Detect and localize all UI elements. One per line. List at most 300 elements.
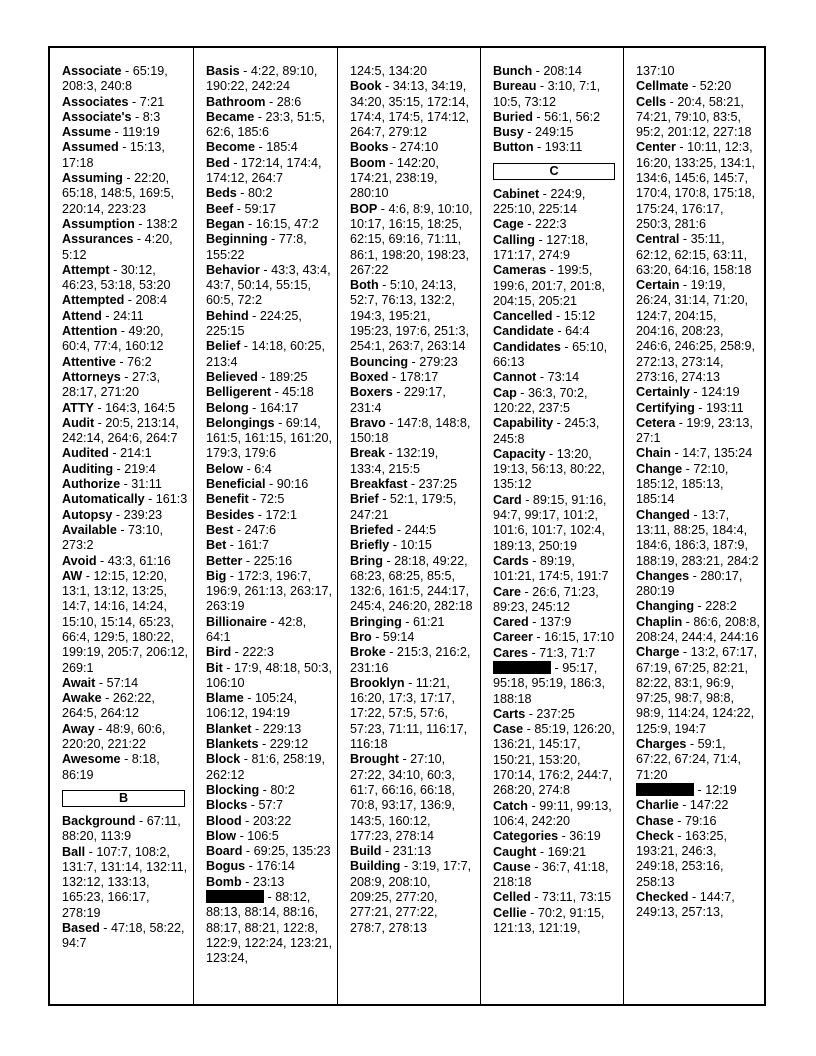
- index-entry: Belief - 14:18, 60:25, 213:4: [206, 339, 326, 369]
- page-line-references: 80:2: [248, 186, 273, 201]
- index-entry: Checked - 144:7, 249:13, 257:13,: [636, 890, 735, 920]
- index-term: Attorneys: [62, 369, 121, 384]
- index-term: Blocking: [206, 782, 260, 797]
- index-term: Available: [62, 522, 117, 537]
- redaction-bar: [493, 661, 551, 674]
- index-term: Block: [206, 752, 241, 767]
- index-entry: Beneficial - 90:16: [206, 477, 309, 492]
- index-entry: Chain - 14:7, 135:24: [636, 446, 753, 461]
- page-line-references: 222:3: [242, 645, 274, 660]
- index-term: Ball: [62, 844, 86, 859]
- index-column-4: [481, 48, 624, 1004]
- page-line-references: 45:18: [282, 385, 314, 400]
- page-line-references: 24:11: [113, 308, 144, 323]
- page-line-references: 17:9, 48:18, 50:3, 106:10: [206, 660, 333, 690]
- page-line-references: 4:22, 89:10, 190:22, 242:24: [206, 64, 318, 94]
- index-term: Belligerent: [206, 385, 272, 400]
- index-entry: - 12:19: [636, 783, 760, 798]
- page-line-references: 245:3, 245:8: [493, 416, 600, 446]
- page-line-references: 119:19: [122, 125, 160, 140]
- page-line-references: 203:22: [252, 813, 292, 828]
- page-line-references: 229:17, 231:4: [350, 385, 446, 415]
- page-line-references: 247:6: [244, 522, 277, 537]
- page-line-references: 176:14: [256, 859, 295, 874]
- page-line-references: 105:24, 106:12, 194:19: [206, 691, 298, 721]
- index-term: Cancelled: [493, 309, 553, 324]
- index-entry: Await - 57:14: [62, 675, 139, 690]
- index-entry: Billionaire - 42:8, 64:1: [206, 614, 307, 644]
- index-term: Cards: [493, 553, 529, 568]
- index-term: Besides: [206, 507, 255, 522]
- index-entry: Chaplin - 86:6, 208:8, 208:24, 244:4, 244:16: [636, 614, 760, 644]
- page-line-references: 106:5: [247, 828, 279, 843]
- index-entry: Available - 73:10, 273:2: [62, 522, 164, 553]
- page-line-references: 48:9, 60:6, 220:20, 221:22: [62, 721, 166, 752]
- page-line-references: 31:11: [131, 477, 162, 492]
- index-entry: Building - 3:19, 17:7, 208:9, 208:10, 209:25, 277:20, 277:21, 277:22, 278:7, 278:13: [350, 859, 472, 935]
- index-entry: Brought - 27:10, 27:22, 34:10, 60:3, 61:7, 66:16, 66:18, 70:8, 93:17, 136:9, 143:5, 160:12, 177:23, 278:14: [350, 752, 456, 843]
- index-entry: Celled - 73:11, 73:15: [493, 890, 612, 905]
- index-entry: Belong - 164:17: [206, 400, 299, 415]
- page-line-references: 228:2: [705, 599, 737, 614]
- page-line-references: 279:23: [419, 354, 458, 369]
- page-line-references: 13:20, 19:13, 56:13, 80:22, 135:12: [493, 446, 606, 492]
- page-line-references: 22:20, 65:18, 148:5, 169:5, 220:14, 223:23: [62, 171, 175, 216]
- index-entry: Began - 16:15, 47:2: [206, 216, 319, 231]
- index-entry: Bringing - 61:21: [350, 614, 445, 629]
- index-entry: Audit - 20:5, 213:14, 242:14, 264:6, 264:7: [62, 415, 179, 446]
- index-term: Check: [636, 828, 674, 843]
- index-term: Change: [636, 461, 683, 476]
- index-term: Button: [493, 140, 534, 155]
- index-entry: Beds - 80:2: [206, 186, 273, 201]
- page-line-references: 72:5: [259, 492, 285, 507]
- index-entry: Cancelled - 15:12: [493, 309, 596, 324]
- page-line-references: 99:11, 99:13, 106:4, 242:20: [493, 798, 612, 828]
- index-term: Awesome: [62, 752, 121, 767]
- index-term: Cells: [636, 94, 667, 109]
- index-entry: Brooklyn - 11:21, 16:20, 17:3, 17:17, 17:22, 57:5, 57:6, 57:23, 71:11, 116:17, 116:18: [350, 675, 468, 752]
- index-page-frame: [48, 46, 766, 1006]
- index-entry: Change - 72:10, 185:12, 185:13, 185:14: [636, 461, 729, 507]
- page-line-references: 237:25: [536, 706, 575, 721]
- index-entry: [350, 64, 476, 79]
- index-entry: Cause - 36:7, 41:18, 218:18: [493, 859, 609, 890]
- index-entry: Boom - 142:20, 174:21, 238:19, 280:10: [350, 155, 439, 201]
- index-term: Celled: [493, 890, 531, 905]
- page-line-references: 280:17, 280:19: [636, 568, 743, 599]
- index-term: Background: [62, 813, 136, 828]
- index-term: Beneficial: [206, 477, 266, 492]
- index-term: Avoid: [62, 553, 97, 568]
- index-term: Case: [493, 722, 524, 737]
- page-line-references: 14:7, 135:24: [682, 446, 753, 461]
- page-line-references: 69:25, 135:23: [253, 844, 331, 859]
- index-term: Bogus: [206, 859, 246, 874]
- index-term: Belong: [206, 400, 249, 415]
- index-term: Became: [206, 109, 255, 124]
- page-line-references: 15:13, 17:18: [62, 140, 165, 170]
- index-term: ATTY: [62, 400, 94, 415]
- page-line-references: 20:4, 58:21, 74:21, 79:10, 83:5, 95:2, 201:12, 227:18: [636, 94, 752, 140]
- page-line-references: 20:5, 213:14, 242:14, 264:6, 264:7: [62, 415, 179, 446]
- index-term: Catch: [493, 798, 528, 813]
- index-entry: Below - 6:4: [206, 461, 272, 476]
- index-entry: Cares - 71:3, 71:7: [493, 645, 596, 660]
- index-term: Bit: [206, 660, 223, 675]
- page-line-references: 59:14: [382, 629, 415, 644]
- page-line-references: 3:19, 17:7, 208:9, 208:10, 209:25, 277:20, 277:21, 277:22, 278:7, 278:13: [350, 859, 472, 935]
- index-entry: Changes - 280:17, 280:19: [636, 568, 743, 599]
- index-entry: Best - 247:6: [206, 522, 277, 537]
- index-term: Certainly: [636, 385, 690, 400]
- page-line-references: 164:3, 164:5: [105, 400, 176, 415]
- index-entry: Card - 89:15, 91:16, 94:7, 99:17, 101:2, 101:6, 101:7, 102:4, 189:13, 250:19: [493, 492, 607, 553]
- index-term: Bird: [206, 645, 232, 660]
- index-term: Breakfast: [350, 477, 408, 492]
- index-entry: Certainly - 124:19: [636, 385, 740, 400]
- index-entry: Beginning - 77:8, 155:22: [206, 232, 307, 262]
- index-term: Beginning: [206, 232, 268, 247]
- index-entry: Attend - 24:11: [62, 308, 144, 323]
- index-term: Briefed: [350, 522, 394, 537]
- index-term: Changing: [636, 599, 695, 614]
- index-term: Charlie: [636, 798, 679, 813]
- page-line-references: 23:13: [252, 874, 285, 889]
- page-line-references: 79:16: [685, 813, 717, 828]
- page-line-references: 89:15, 91:16, 94:7, 99:17, 101:2, 101:6, 101:7, 102:4, 189:13, 250:19: [493, 492, 607, 553]
- index-entry: Bed - 172:14, 174:4, 174:12, 264:7: [206, 155, 322, 186]
- page-line-references: 193:11: [544, 140, 583, 155]
- index-entry: Candidate - 64:4: [493, 324, 590, 339]
- index-term: Become: [206, 140, 255, 155]
- page-line-references: 8:18, 86:19: [62, 752, 160, 782]
- index-entry: Bogus - 176:14: [206, 859, 295, 874]
- index-term: Chaplin: [636, 614, 683, 629]
- index-term: Candidate: [493, 324, 554, 339]
- index-term: Card: [493, 492, 522, 507]
- index-term: Cage: [493, 217, 524, 232]
- index-term: Behavior: [206, 262, 260, 277]
- index-term: Attention: [62, 324, 118, 339]
- page-line-references: 77:8, 155:22: [206, 232, 307, 262]
- page-line-references: 57:7: [258, 798, 284, 813]
- index-term: Busy: [493, 125, 524, 140]
- index-entry: Attorneys - 27:3, 28:17, 271:20: [62, 369, 160, 400]
- index-entry: Attention - 49:20, 60:4, 77:4, 160:12: [62, 324, 164, 354]
- page-line-references: 80:2: [270, 782, 295, 797]
- index-entry: Assumption - 138:2: [62, 216, 178, 231]
- page-line-references: 72:10, 185:12, 185:13, 185:14: [636, 461, 729, 507]
- page-line-references: 124:19: [701, 385, 740, 400]
- index-entry: Board - 69:25, 135:23: [206, 844, 331, 859]
- index-term: Checked: [636, 890, 689, 905]
- page-line-references: 13:7, 13:11, 88:25, 184:4, 184:6, 186:3, 187:9, 188:19, 283:21, 284:2: [636, 507, 759, 568]
- page-line-references: 59:1, 67:22, 67:24, 71:4, 71:20: [636, 737, 742, 782]
- index-entry: Beef - 59:17: [206, 201, 277, 216]
- index-entry: Charges - 59:1, 67:22, 67:24, 71:4, 71:20: [636, 737, 742, 782]
- page-line-references: 215:3, 216:2, 231:16: [350, 645, 471, 675]
- page-line-references: 229:13: [262, 721, 302, 736]
- index-term: Boxers: [350, 385, 393, 400]
- index-term: Beef: [206, 201, 234, 216]
- index-term: Big: [206, 568, 227, 583]
- page-line-references: 59:17: [244, 201, 277, 216]
- index-entry: Awake - 262:22, 264:5, 264:12: [62, 691, 155, 721]
- page-line-references: 193:11: [705, 400, 744, 415]
- index-term: Better: [206, 553, 243, 568]
- index-term: Blame: [206, 691, 244, 706]
- index-term: Chase: [636, 813, 674, 828]
- page-line-references: 144:7, 249:13, 257:13,: [636, 890, 735, 920]
- index-term: Bringing: [350, 614, 402, 629]
- page-line-references: 132:19, 133:4, 215:5: [350, 446, 439, 476]
- index-term: Automatically: [62, 492, 145, 507]
- page-line-references: 76:2: [127, 354, 152, 369]
- redaction-bar: [636, 783, 694, 796]
- index-column-5: [624, 48, 764, 1004]
- index-entry: Cage - 222:3: [493, 217, 567, 232]
- index-entry: Auditing - 219:4: [62, 461, 156, 476]
- page-line-references: 30:12, 46:23, 53:18, 53:20: [62, 262, 171, 293]
- page-line-references: 229:12: [269, 737, 309, 752]
- page-line-references: 56:1, 56:2: [544, 109, 601, 124]
- page-line-references: 69:14, 161:5, 161:15, 161:20, 179:3, 179:6: [206, 415, 333, 461]
- page-line-references: 34:13, 34:19, 34:20, 35:15, 172:14, 174:4, 174:5, 174:12, 264:7, 279:12: [350, 79, 470, 140]
- index-term: Bouncing: [350, 354, 409, 369]
- index-term: Categories: [493, 829, 559, 844]
- index-entry: Book - 34:13, 34:19, 34:20, 35:15, 172:14, 174:4, 174:5, 174:12, 264:7, 279:12: [350, 79, 470, 140]
- index-entry: Assume - 119:19: [62, 125, 160, 140]
- page-line-references: 161:7: [237, 538, 270, 553]
- page-line-references: 67:11, 88:20, 113:9: [62, 813, 181, 844]
- index-entry: Cameras - 199:5, 199:6, 201:7, 201:8, 204:15, 205:21: [493, 263, 606, 308]
- index-term: Books: [350, 140, 389, 155]
- index-term: Care: [493, 584, 522, 599]
- index-term: Blood: [206, 813, 242, 828]
- page-line-references: 52:20: [699, 79, 732, 94]
- page-line-references: 237:25: [418, 477, 458, 492]
- index-term: Carts: [493, 706, 526, 721]
- index-entry: Behind - 224:25, 225:15: [206, 308, 302, 339]
- page-line-references: 224:9, 225:10, 225:14: [493, 186, 586, 217]
- index-term: Center: [636, 140, 676, 155]
- index-entry: Case - 85:19, 126:20, 136:21, 145:17, 150:21, 153:20, 170:14, 176:2, 244:7, 268:20, 274:8: [493, 722, 615, 798]
- index-term: Audit: [62, 415, 95, 430]
- index-entry: Became - 23:3, 51:5, 62:6, 185:6: [206, 109, 326, 140]
- page-line-references: 239:23: [123, 507, 163, 522]
- index-entry: Blood - 203:22: [206, 813, 292, 828]
- index-entry: Bomb - 23:13: [206, 874, 285, 889]
- index-term: Brought: [350, 752, 399, 767]
- page-line-references: 16:15, 47:2: [255, 216, 319, 231]
- index-entry: Assuming - 22:20, 65:18, 148:5, 169:5, 220:14, 223:23: [62, 171, 175, 216]
- index-entry: Changed - 13:7, 13:11, 88:25, 184:4, 184:6, 186:3, 187:9, 188:19, 283:21, 284:2: [636, 507, 759, 568]
- index-term: Break: [350, 446, 386, 461]
- index-term: Away: [62, 721, 95, 736]
- index-entry: Bet - 161:7: [206, 538, 270, 553]
- page-line-references: 73:10, 273:2: [62, 522, 164, 553]
- page-line-references: 27:3, 28:17, 271:20: [62, 369, 160, 400]
- index-entry: Audited - 214:1: [62, 446, 152, 461]
- index-term: Authorize: [62, 477, 121, 492]
- page-line-references: 89:19, 101:21, 174:5, 191:7: [493, 553, 609, 584]
- page-line-references: 12:19: [705, 782, 737, 797]
- index-entry: Behavior - 43:3, 43:4, 43:7, 50:14, 55:15, 60:5, 72:2: [206, 262, 331, 308]
- index-entry: Background - 67:11, 88:20, 113:9: [62, 813, 181, 844]
- index-term: Charge: [636, 645, 680, 660]
- page-line-references: 28:6: [276, 94, 302, 109]
- index-entry: Boxed - 178:17: [350, 369, 439, 384]
- index-entry: Cabinet - 224:9, 225:10, 225:14: [493, 186, 586, 217]
- page-line-references: 73:14: [547, 370, 580, 385]
- index-entry: Cared - 137:9: [493, 615, 572, 630]
- index-term: Brief: [350, 492, 379, 507]
- page-line-references: 52:1, 179:5, 247:21: [350, 492, 457, 522]
- index-entry: Certifying - 193:11: [636, 400, 744, 415]
- page-line-references: 199:5, 199:6, 201:7, 201:8, 204:15, 205:21: [493, 263, 606, 308]
- index-entry: Broke - 215:3, 216:2, 231:16: [350, 645, 471, 675]
- index-term: Both: [350, 278, 379, 293]
- page-line-references: 86:6, 208:8, 208:24, 244:4, 244:16: [636, 614, 760, 644]
- index-term: Assuming: [62, 171, 123, 186]
- index-term: Cetera: [636, 415, 676, 430]
- index-term: Bed: [206, 155, 230, 170]
- page-line-references: 7:21: [139, 94, 165, 109]
- index-term: Cellmate: [636, 79, 689, 94]
- page-line-references: 65:10, 66:13: [493, 339, 608, 370]
- page-line-references: 57:14: [106, 675, 139, 690]
- index-entry: Button - 193:11: [493, 140, 583, 155]
- index-term: Belief: [206, 339, 241, 354]
- page-line-references: 161:3: [155, 492, 188, 507]
- index-term: AW: [62, 568, 83, 583]
- entry-continuation: 124:5, 134:20: [350, 64, 428, 78]
- index-term: Attempt: [62, 262, 110, 277]
- index-term: Changed: [636, 507, 690, 522]
- index-term: Began: [206, 216, 245, 231]
- index-entry: Briefed - 244:5: [350, 522, 437, 537]
- index-entry: Central - 35:11, 62:12, 62:15, 63:11, 63:20, 64:16, 158:18: [636, 232, 752, 277]
- index-entry: Assumed - 15:13, 17:18: [62, 140, 165, 170]
- index-entry: Charge - 13:2, 67:17, 67:19, 67:25, 82:21, 82:22, 83:1, 96:9, 97:25, 98:7, 98:8, 98:9, 114:24, 124:22, 125:9, 194:7: [636, 645, 758, 736]
- index-term: Attempted: [62, 293, 125, 308]
- index-term: Blanket: [206, 721, 252, 736]
- index-term: Build: [350, 844, 382, 859]
- index-entry: Care - 26:6, 71:23, 89:23, 245:12: [493, 584, 599, 614]
- index-term: Board: [206, 844, 243, 859]
- page-line-references: 19:19, 26:24, 31:14, 71:20, 124:7, 204:15, 204:16, 208:23, 246:6, 246:25, 258:9, 272:13, 273:14, 273:16, 274:13: [636, 278, 756, 384]
- page-line-references: 6:4: [254, 461, 272, 476]
- index-term: Certain: [636, 278, 680, 293]
- index-term: Based: [62, 921, 100, 936]
- index-entry: Blocking - 80:2: [206, 782, 295, 797]
- index-term: Cabinet: [493, 186, 540, 201]
- index-term: BOP: [350, 201, 378, 216]
- index-term: Building: [350, 859, 401, 874]
- index-entry: Bit - 17:9, 48:18, 50:3, 106:10: [206, 660, 333, 690]
- index-entry: Both - 5:10, 24:13, 52:7, 76:13, 132:2, 194:3, 195:21, 195:23, 197:6, 251:3, 254:1, 263:7, 263:14: [350, 278, 470, 354]
- index-entry: Catch - 99:11, 99:13, 106:4, 242:20: [493, 798, 612, 828]
- index-entry: ATTY - 164:3, 164:5: [62, 400, 176, 415]
- index-entry: Associate's - 8:3: [62, 109, 161, 124]
- index-entry: Bouncing - 279:23: [350, 354, 458, 369]
- index-entry: Busy - 249:15: [493, 125, 574, 140]
- index-term: Attentive: [62, 354, 116, 369]
- entry-continuation: 137:10: [636, 64, 675, 78]
- page-line-references: 70:2, 91:15, 121:13, 121:19,: [493, 905, 605, 936]
- index-term: Broke: [350, 645, 386, 660]
- page-line-references: 42:8, 64:1: [206, 614, 307, 644]
- index-entry: Check - 163:25, 193:21, 246:3, 249:18, 253:16, 258:13: [636, 828, 728, 889]
- index-entry: Bravo - 147:8, 148:8, 150:18: [350, 415, 471, 446]
- index-term: Awake: [62, 691, 102, 706]
- page-line-references: 36:7, 41:18, 218:18: [493, 859, 609, 890]
- index-term: Calling: [493, 232, 535, 247]
- page-line-references: 244:5: [404, 522, 437, 537]
- index-entry: Chase - 79:16: [636, 813, 717, 828]
- index-term: Basis: [206, 64, 240, 78]
- page-line-references: 19:9, 23:13, 27:1: [636, 415, 753, 446]
- page-line-references: 4:6, 8:9, 10:10, 10:17, 16:15, 18:25, 62:15, 69:16, 71:11, 86:1, 198:20, 198:23, 267:22: [350, 201, 473, 277]
- index-entry: Caught - 169:21: [493, 844, 587, 859]
- page-line-references: 214:1: [120, 446, 152, 461]
- page-line-references: 222:3: [535, 217, 567, 232]
- index-entry: Brief - 52:1, 179:5, 247:21: [350, 492, 457, 522]
- index-entry: Belligerent - 45:18: [206, 385, 314, 400]
- page-line-references: 169:21: [547, 844, 587, 859]
- page-line-references: 28:18, 49:22, 68:23, 68:25, 85:5, 132:6, 161:5, 244:17, 245:4, 246:20, 282:18: [350, 553, 473, 614]
- index-term: Blow: [206, 828, 237, 843]
- index-term: Cared: [493, 615, 529, 630]
- page-line-references: 147:22: [689, 798, 729, 813]
- page-line-references: 85:19, 126:20, 136:21, 145:17, 150:21, 153:20, 170:14, 176:2, 244:7, 268:20, 274:8: [493, 722, 615, 798]
- index-term: Bomb: [206, 874, 242, 889]
- page-line-references: 61:21: [412, 614, 445, 629]
- page-line-references: 225:16: [253, 553, 293, 568]
- index-entry: Career - 16:15, 17:10: [493, 630, 615, 645]
- index-term: Associates: [62, 94, 129, 109]
- page-line-references: 90:16: [276, 477, 309, 492]
- index-term: Cap: [493, 385, 517, 400]
- index-entry: Categories - 36:19: [493, 829, 601, 844]
- index-entry: Bureau - 3:10, 7:1, 10:5, 73:12: [493, 79, 601, 109]
- index-term: Associate's: [62, 109, 132, 124]
- index-term: Assurances: [62, 232, 134, 247]
- index-term: Chain: [636, 446, 671, 461]
- index-term: Certifying: [636, 400, 695, 415]
- page-line-references: 163:25, 193:21, 246:3, 249:18, 253:16, 258:13: [636, 828, 728, 889]
- index-entry: Blame - 105:24, 106:12, 194:19: [206, 691, 298, 721]
- index-term: Beds: [206, 186, 237, 201]
- index-entry: Cards - 89:19, 101:21, 174:5, 191:7: [493, 553, 609, 584]
- index-entry: Certain - 19:19, 26:24, 31:14, 71:20, 124:7, 204:15, 204:16, 208:23, 246:6, 246:25, 258:9, 272:13, 273:14, 273:16, 274:13: [636, 278, 756, 384]
- page-line-references: 71:3, 71:7: [539, 645, 596, 660]
- index-term: Bureau: [493, 79, 537, 94]
- index-entry: Attempt - 30:12, 46:23, 53:18, 53:20: [62, 262, 171, 293]
- index-entry: Cap - 36:3, 70:2, 120:22, 237:5: [493, 385, 588, 415]
- index-entry: Breakfast - 237:25: [350, 477, 458, 492]
- index-term: Belongings: [206, 415, 275, 430]
- page-line-references: 36:3, 70:2, 120:22, 237:5: [493, 385, 588, 415]
- page-line-references: 27:10, 27:22, 34:10, 60:3, 61:7, 66:16, 66:18, 70:8, 93:17, 136:9, 143:5, 160:12, 177:23, 278:14: [350, 752, 456, 843]
- index-term: Bring: [350, 553, 383, 568]
- index-entry: Cells - 20:4, 58:21, 74:21, 79:10, 83:5, 95:2, 201:12, 227:18: [636, 94, 752, 140]
- index-entry: Buried - 56:1, 56:2: [493, 109, 601, 124]
- index-term: Associate: [62, 64, 122, 78]
- page-line-references: 4:20, 5:12: [62, 232, 173, 262]
- index-term: Bathroom: [206, 94, 266, 109]
